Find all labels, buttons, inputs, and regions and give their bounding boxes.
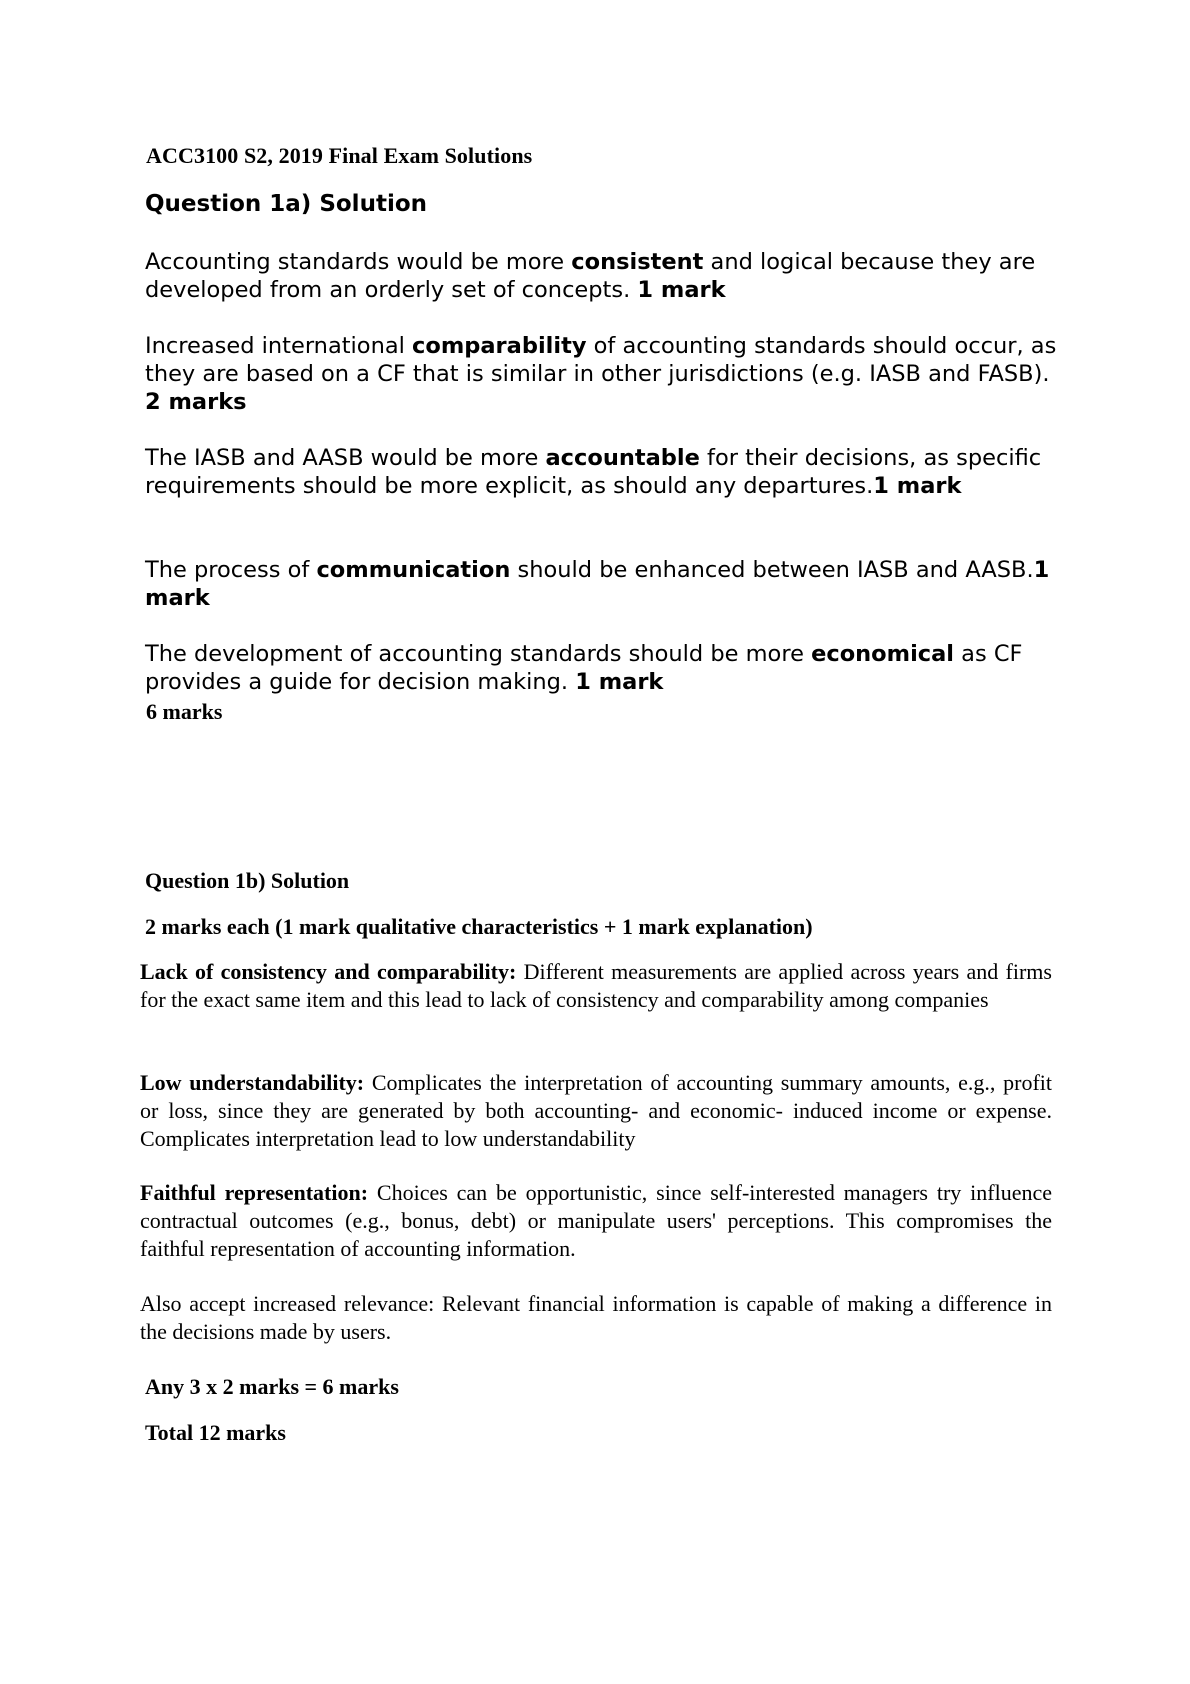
keyword: comparability [412, 333, 587, 359]
marks-label: 1 mark [637, 277, 726, 303]
marks-label: 2 marks [145, 389, 247, 415]
q1a-paragraph [145, 640, 1065, 696]
paragraph-text: for their decisions, as specific requirements should be more explicit, as should any departures. [145, 445, 1042, 499]
paragraph-text: The development of accounting standards should be more [145, 641, 812, 667]
item-text: Different measurements are applied across years and firms for the exact same item and this lead to lack of consistency and comparability among companies [140, 959, 1052, 1012]
question-1a-heading: Question 1a) Solution [145, 191, 427, 217]
item-label: Low understandability: [140, 1070, 365, 1095]
paragraph-text: The process of [145, 557, 317, 583]
item-label: Faithful representation: [140, 1180, 369, 1205]
item-text: Complicates the interpretation of accounting summary amounts, e.g., profit or loss, since they are generated by both accounting- and economic- induced income or expense. Complicates interpretation lead to low understandability [140, 1070, 1052, 1151]
keyword: economical [811, 641, 955, 667]
paragraph-text: The IASB and AASB would be more [145, 445, 546, 471]
q1a-paragraph [145, 444, 1065, 500]
paragraph-text: and logical because they are developed from an orderly set of concepts. [145, 249, 1036, 303]
q1b-answer-item [140, 1179, 1052, 1263]
document-title: ACC3100 S2, 2019 Final Exam Solutions [146, 143, 533, 168]
paragraph-text: as CF provides a guide for decision making. [145, 641, 1023, 695]
paragraph-text: Increased international [145, 333, 413, 359]
q1a-paragraph [145, 556, 1065, 612]
q1b-answer-item [140, 1069, 1052, 1153]
item-text: Choices can be opportunistic, since self-interested managers try influence contractual outcomes (e.g., bonus, debt) or manipulate users' perceptions. This compromises the faithful representation of accounting information. [140, 1180, 1052, 1261]
question-1a-total-marks: 6 marks [146, 699, 223, 724]
q1a-paragraph [145, 248, 1065, 304]
item-label: Lack of consistency and comparability: [140, 959, 517, 984]
keyword: accountable [545, 445, 700, 471]
q1b-answer-item [140, 958, 1052, 1014]
marks-label: 1 mark [575, 669, 664, 695]
question-1b-subheading: 2 marks each (1 mark qualitative characteristics + 1 mark explanation) [145, 914, 813, 939]
paragraph-text: of accounting standards should occur, as they are based on a CF that is similar in other jurisdictions (e.g. IASB and FASB). [145, 333, 1057, 387]
keyword: consistent [571, 249, 704, 275]
question-1-total-marks: Total 12 marks [145, 1420, 286, 1445]
paragraph-text: Accounting standards would be more [145, 249, 572, 275]
question-1b-heading: Question 1b) Solution [145, 868, 350, 893]
paragraph-text: should be enhanced between IASB and AASB. [510, 557, 1034, 583]
marks-label: 1 mark [873, 473, 962, 499]
question-1b-any-marks: Any 3 x 2 marks = 6 marks [145, 1374, 399, 1399]
q1b-also-accept: Also accept increased relevance: Relevant financial information is capable of making a difference in the decisions made by users. [140, 1291, 1052, 1344]
marks-label: 1 mark [145, 557, 1050, 611]
q1a-paragraph [145, 332, 1065, 416]
keyword: communication [316, 557, 511, 583]
